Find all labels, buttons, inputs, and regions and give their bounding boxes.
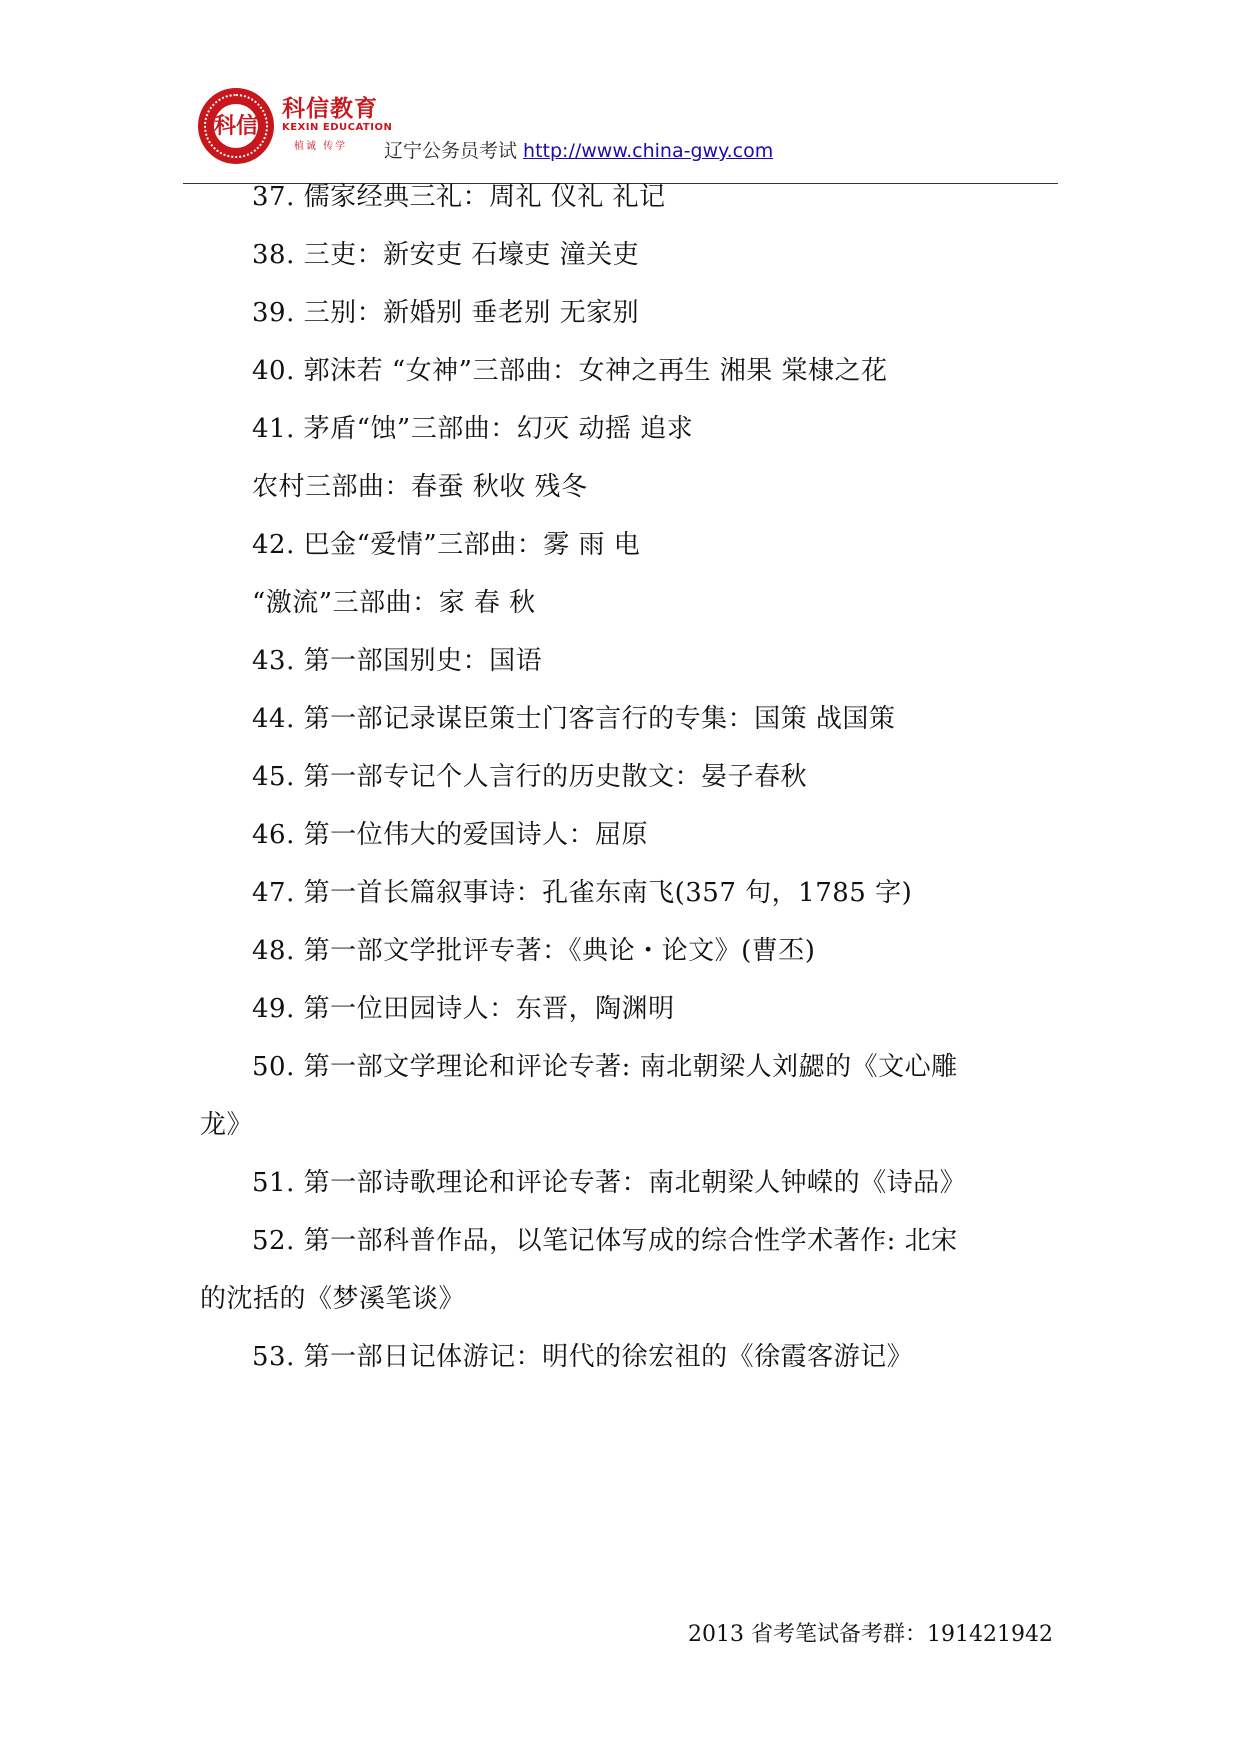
seal-center: 科信 (214, 104, 258, 148)
list-item-continuation: 龙》 (200, 1110, 254, 1140)
page-header (198, 78, 1058, 178)
list-item: 44. 第一部记录谋臣策士门客言行的专集：国策 战国策 (252, 704, 896, 734)
list-item: 40. 郭沫若 “女神”三部曲：女神之再生 湘果 棠棣之花 (252, 356, 888, 386)
list-item: 48. 第一部文学批评专著：《典论・论文》(曹丕) (252, 936, 816, 966)
list-item: 39. 三别：新婚别 垂老别 无家别 (252, 298, 640, 328)
list-item: 37. 儒家经典三礼：周礼 仪礼 礼记 (252, 182, 666, 212)
brand-motto: 植诚 传学 (294, 141, 348, 152)
list-item: 43. 第一部国别史：国语 (252, 646, 543, 676)
list-item: 47. 第一首长篇叙事诗：孔雀东南飞(357 句，1785 字) (252, 878, 913, 908)
brand-english-name: KEXIN EDUCATION (282, 122, 393, 133)
list-item: “激流”三部曲：家 春 秋 (252, 588, 536, 618)
list-item: 农村三部曲：春蚕 秋收 残冬 (252, 472, 588, 502)
list-item: 46. 第一位伟大的爱国诗人：屈原 (252, 820, 649, 850)
list-item-continuation: 的沈括的《梦溪笔谈》 (200, 1284, 466, 1314)
list-item: 41. 茅盾“蚀”三部曲：幻灭 动摇 追求 (252, 414, 694, 444)
list-item: 53. 第一部日记体游记：明代的徐宏祖的《徐霞客游记》 (252, 1342, 914, 1372)
list-item: 52. 第一部科普作品，以笔记体写成的综合性学术著作: 北宋 (252, 1226, 958, 1256)
list-item: 45. 第一部专记个人言行的历史散文：晏子春秋 (252, 762, 808, 792)
list-item: 51. 第一部诗歌理论和评论专著：南北朝梁人钟嵘的《诗品》 (252, 1168, 967, 1198)
kexin-seal-logo (198, 88, 274, 164)
list-item: 50. 第一部文学理论和评论专著: 南北朝梁人刘勰的《文心雕 (252, 1052, 958, 1082)
list-item: 49. 第一位田园诗人：东晋，陶渊明 (252, 994, 675, 1024)
site-link[interactable]: http://www.china-gwy.com (523, 140, 774, 162)
site-label: 辽宁公务员考试 (384, 140, 524, 162)
brand-name: 科信教育 (282, 96, 378, 122)
list-item: 38. 三吏：新安吏 石壕吏 潼关吏 (252, 240, 640, 270)
page-footer: 2013 省考笔试备考群：191421942 (688, 1622, 1053, 1647)
site-info (384, 136, 773, 163)
list-item: 42. 巴金“爱情”三部曲：雾 雨 电 (252, 530, 641, 560)
